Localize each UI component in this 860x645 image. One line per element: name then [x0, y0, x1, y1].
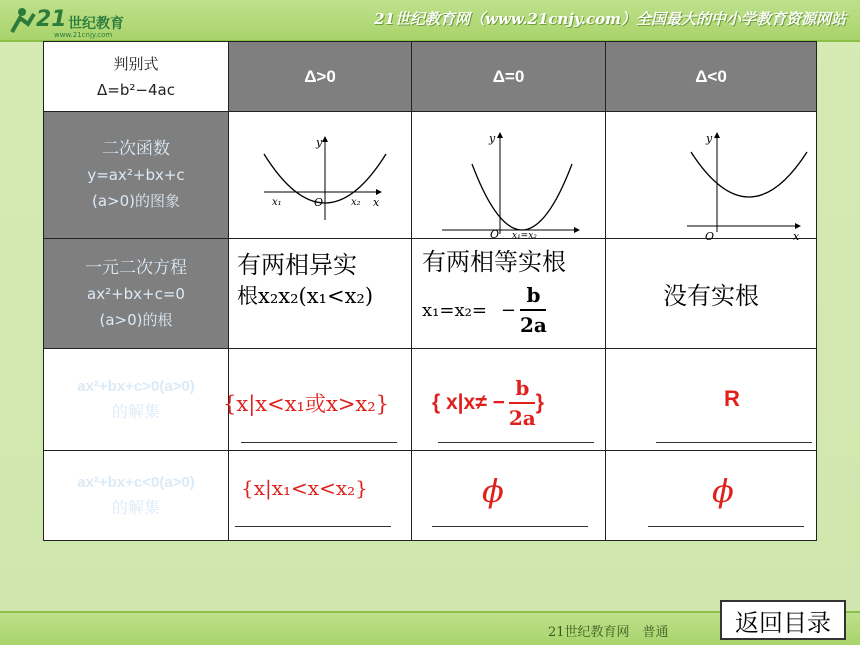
roots-equal-minus: −: [500, 299, 516, 321]
graph-no-root: [606, 112, 817, 243]
greater-none-set: R: [724, 385, 740, 411]
parabola-one-root-graph: [414, 112, 604, 241]
graph-two-roots: [229, 112, 412, 239]
row-graph-line1: 二次函数: [102, 139, 170, 159]
col-header-negative: Δ<0: [606, 42, 817, 112]
table-row-greater: [44, 349, 817, 451]
roots-two-cell: [229, 239, 412, 349]
header-label-line2: Δ=b²−4ac: [97, 80, 175, 99]
greater-equal-suffix: }: [535, 390, 544, 414]
roots-equal-formula: [422, 283, 605, 337]
row-greater-line1: ax²+bx+c>0(a>0): [77, 377, 195, 395]
svg-text:x₂: x₂: [351, 197, 361, 208]
row-roots-line2: ax²+bx+c=0: [87, 284, 185, 303]
row-roots-line3: (a>0)的根: [99, 310, 173, 329]
less-none-cell: [606, 451, 817, 541]
roots-two-line1: 有两相异实: [237, 251, 357, 279]
header-title: 21世纪教育网（www.21cnjy.com）全国最大的中小学教育资源网站: [374, 10, 846, 28]
less-two-set: {x|x₁<x<x₂}: [241, 475, 368, 500]
table-row-roots: [44, 239, 817, 349]
roots-equal-line1: 有两相等实根: [422, 248, 566, 276]
back-to-contents-button[interactable]: 返回目录: [720, 600, 846, 640]
answer-underline: [656, 442, 812, 443]
row-label-greater: [44, 349, 229, 451]
less-none-set: ϕ: [712, 471, 734, 510]
greater-none-cell: [606, 349, 817, 451]
row-less-line1: ax²+bx+c<0(a>0): [77, 473, 195, 491]
svg-text:y: y: [488, 132, 495, 145]
fraction-denominator: 2a: [520, 313, 547, 337]
svg-text:O: O: [705, 230, 715, 243]
svg-text:x₁: x₁: [272, 197, 282, 208]
roots-equal-cell: [412, 239, 606, 349]
footer-text: 21世纪教育网 普通: [548, 625, 669, 640]
greater-equal-set: [432, 376, 544, 430]
greater-equal-cell: [412, 349, 606, 451]
svg-text:y: y: [706, 132, 713, 145]
header-label-cell: [44, 42, 229, 112]
row-label-graph: [44, 112, 229, 239]
greater-two-cell: [223, 349, 412, 451]
header-label-line1: 判别式: [113, 54, 159, 73]
fraction-numerator: b: [526, 283, 541, 307]
parabola-two-roots-graph: [230, 112, 410, 234]
logo-text: 世纪教育: [68, 16, 124, 32]
logo-figure-icon: [8, 6, 38, 36]
svg-text:O: O: [489, 228, 499, 241]
answer-underline: [438, 442, 594, 443]
fraction-numerator: b: [515, 375, 530, 400]
less-equal-set: ϕ: [482, 471, 504, 510]
svg-text:y: y: [316, 136, 323, 149]
greater-two-set: {x|x<x₁或x>x₂}: [223, 391, 390, 416]
fraction-denominator: 2a: [508, 405, 536, 430]
svg-text:x₁=x₂: x₁=x₂: [511, 231, 537, 241]
roots-equal-fraction: [520, 283, 547, 337]
table-header-row: [44, 42, 817, 112]
svg-text:O: O: [314, 196, 324, 209]
answer-underline: [235, 526, 391, 527]
less-two-cell: [229, 451, 412, 541]
roots-none-cell: 没有实根: [606, 239, 817, 349]
greater-equal-prefix: { x|x≠ −: [432, 390, 505, 414]
svg-text:x: x: [793, 230, 800, 243]
answer-underline: [648, 526, 804, 527]
row-graph-line2: y=ax²+bx+c: [87, 166, 185, 184]
less-equal-cell: [412, 451, 606, 541]
table-row-less: [44, 451, 817, 541]
table-row-graph: [44, 112, 817, 239]
graph-one-root: [412, 112, 606, 239]
logo-number: 21: [36, 7, 67, 32]
answer-underline: [241, 442, 397, 443]
discriminant-table: [43, 41, 817, 541]
site-logo: [8, 4, 158, 38]
header-bar: [0, 0, 860, 42]
parabola-no-root-graph: [607, 112, 815, 243]
svg-text:x: x: [373, 196, 380, 209]
row-label-less: [44, 451, 229, 541]
row-graph-line3: (a>0)的图象: [91, 192, 180, 210]
roots-equal-prefix: x₁=x₂=: [422, 299, 487, 321]
col-header-positive: Δ>0: [229, 42, 412, 112]
logo-url: www.21cnjy.com: [54, 31, 113, 39]
roots-two-line2: 根x₂x₂(x₁<x₂): [237, 284, 374, 308]
row-greater-line2: 的解集: [111, 403, 160, 421]
row-roots-line1: 一元二次方程: [85, 257, 187, 278]
row-label-roots: [44, 239, 229, 349]
answer-underline: [432, 526, 588, 527]
col-header-zero: Δ=0: [412, 42, 606, 112]
greater-equal-fraction: [509, 376, 536, 430]
row-less-line2: 的解集: [111, 499, 160, 517]
